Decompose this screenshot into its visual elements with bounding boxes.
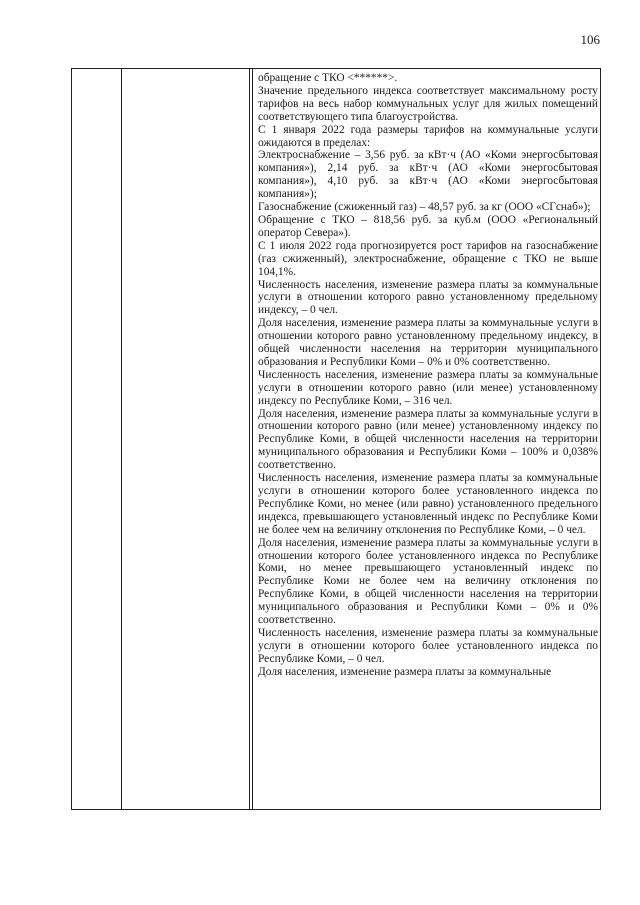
paragraph: Численность населения, изменение размера платы за коммунальные услуги в отношении которого равно (или менее) установленному индексу по Республике Коми, – 316 чел. [258, 368, 598, 407]
paragraph: С 1 января 2022 года размеры тарифов на коммунальные услуги ожидаются в пределах: [258, 123, 598, 149]
page-number: 106 [580, 32, 600, 47]
paragraph: Доля населения, изменение размера платы за коммунальные услуги в отношении которого равно (или менее) установленному индексу по Республике Коми, в общей численности населения на территории муниципального образования и Республики Коми – 100% и 0,038% соответственно. [258, 407, 598, 472]
paragraph: Доля населения, изменение размера платы за коммунальные услуги в отношении которого более установленного индекса по Республике Коми, но менее превышающего установленный индекс по Республике Коми не более чем на величину отклонения по Республике Коми, в общей численности населения на территории муниципального образования и Республики Коми – 0% и 0% соответственно. [258, 536, 598, 627]
paragraph: Численность населения, изменение размера платы за коммунальные услуги в отношении которого более установленного индекса по Республике Коми, но менее (или равно) установленного предельного индекса, превышающего установленный индекс по Республике Коми не более чем на величину отклонения по Республике Коми, – 0 чел. [258, 472, 598, 536]
paragraph: Доля населения, изменение размера платы за коммунальные услуги в отношении которого равно установленному предельному индексу, в общей численности населения на территории муниципального образования и Республики Коми – 0% и 0% соответственно. [258, 317, 598, 368]
paragraph: Значение предельного индекса соответствует максимальному росту тарифов на весь набор коммунальных услуг для жилых помещений соответствующего типа благоустройства. [258, 84, 598, 123]
paragraph: С 1 июля 2022 года прогнозируется рост тарифов на газоснабжение (газ сжиженный), электроснабжение, обращение с ТКО не выше 104,1%. [258, 239, 598, 278]
table-column-3 [252, 69, 601, 809]
paragraph: Численность населения, изменение размера платы за коммунальные услуги в отношении которого равно установленному предельному индексу, – 0 чел. [258, 278, 598, 317]
document-table [71, 68, 601, 810]
table-column-1 [72, 69, 122, 809]
paragraph: обращение с ТКО <******>. [258, 72, 398, 84]
paragraph: Обращение с ТКО – 818,56 руб. за куб.м (ООО «Региональный оператор Севера»). [258, 213, 598, 239]
paragraph: Численность населения, изменение размера платы за коммунальные услуги в отношении которого более установленного индекса по Республике Коми, – 0 чел. [258, 626, 598, 665]
paragraph: Газоснабжение (сжиженный газ) – 48,57 руб. за кг (ООО «СГснаб»); [258, 201, 591, 214]
table-cell-content [253, 69, 601, 679]
paragraph: Электроснабжение – 3,56 руб. за кВт·ч (АО «Коми энергосбытовая компания»), 2,14 руб. за кВт·ч (АО «Коми энергосбытовая компания»), 4,10 руб. за кВт·ч (АО «Коми энергосбытовая компания»); [258, 149, 598, 201]
paragraph: Доля населения, изменение размера платы за коммунальные [258, 665, 552, 678]
table-column-2 [121, 69, 250, 809]
